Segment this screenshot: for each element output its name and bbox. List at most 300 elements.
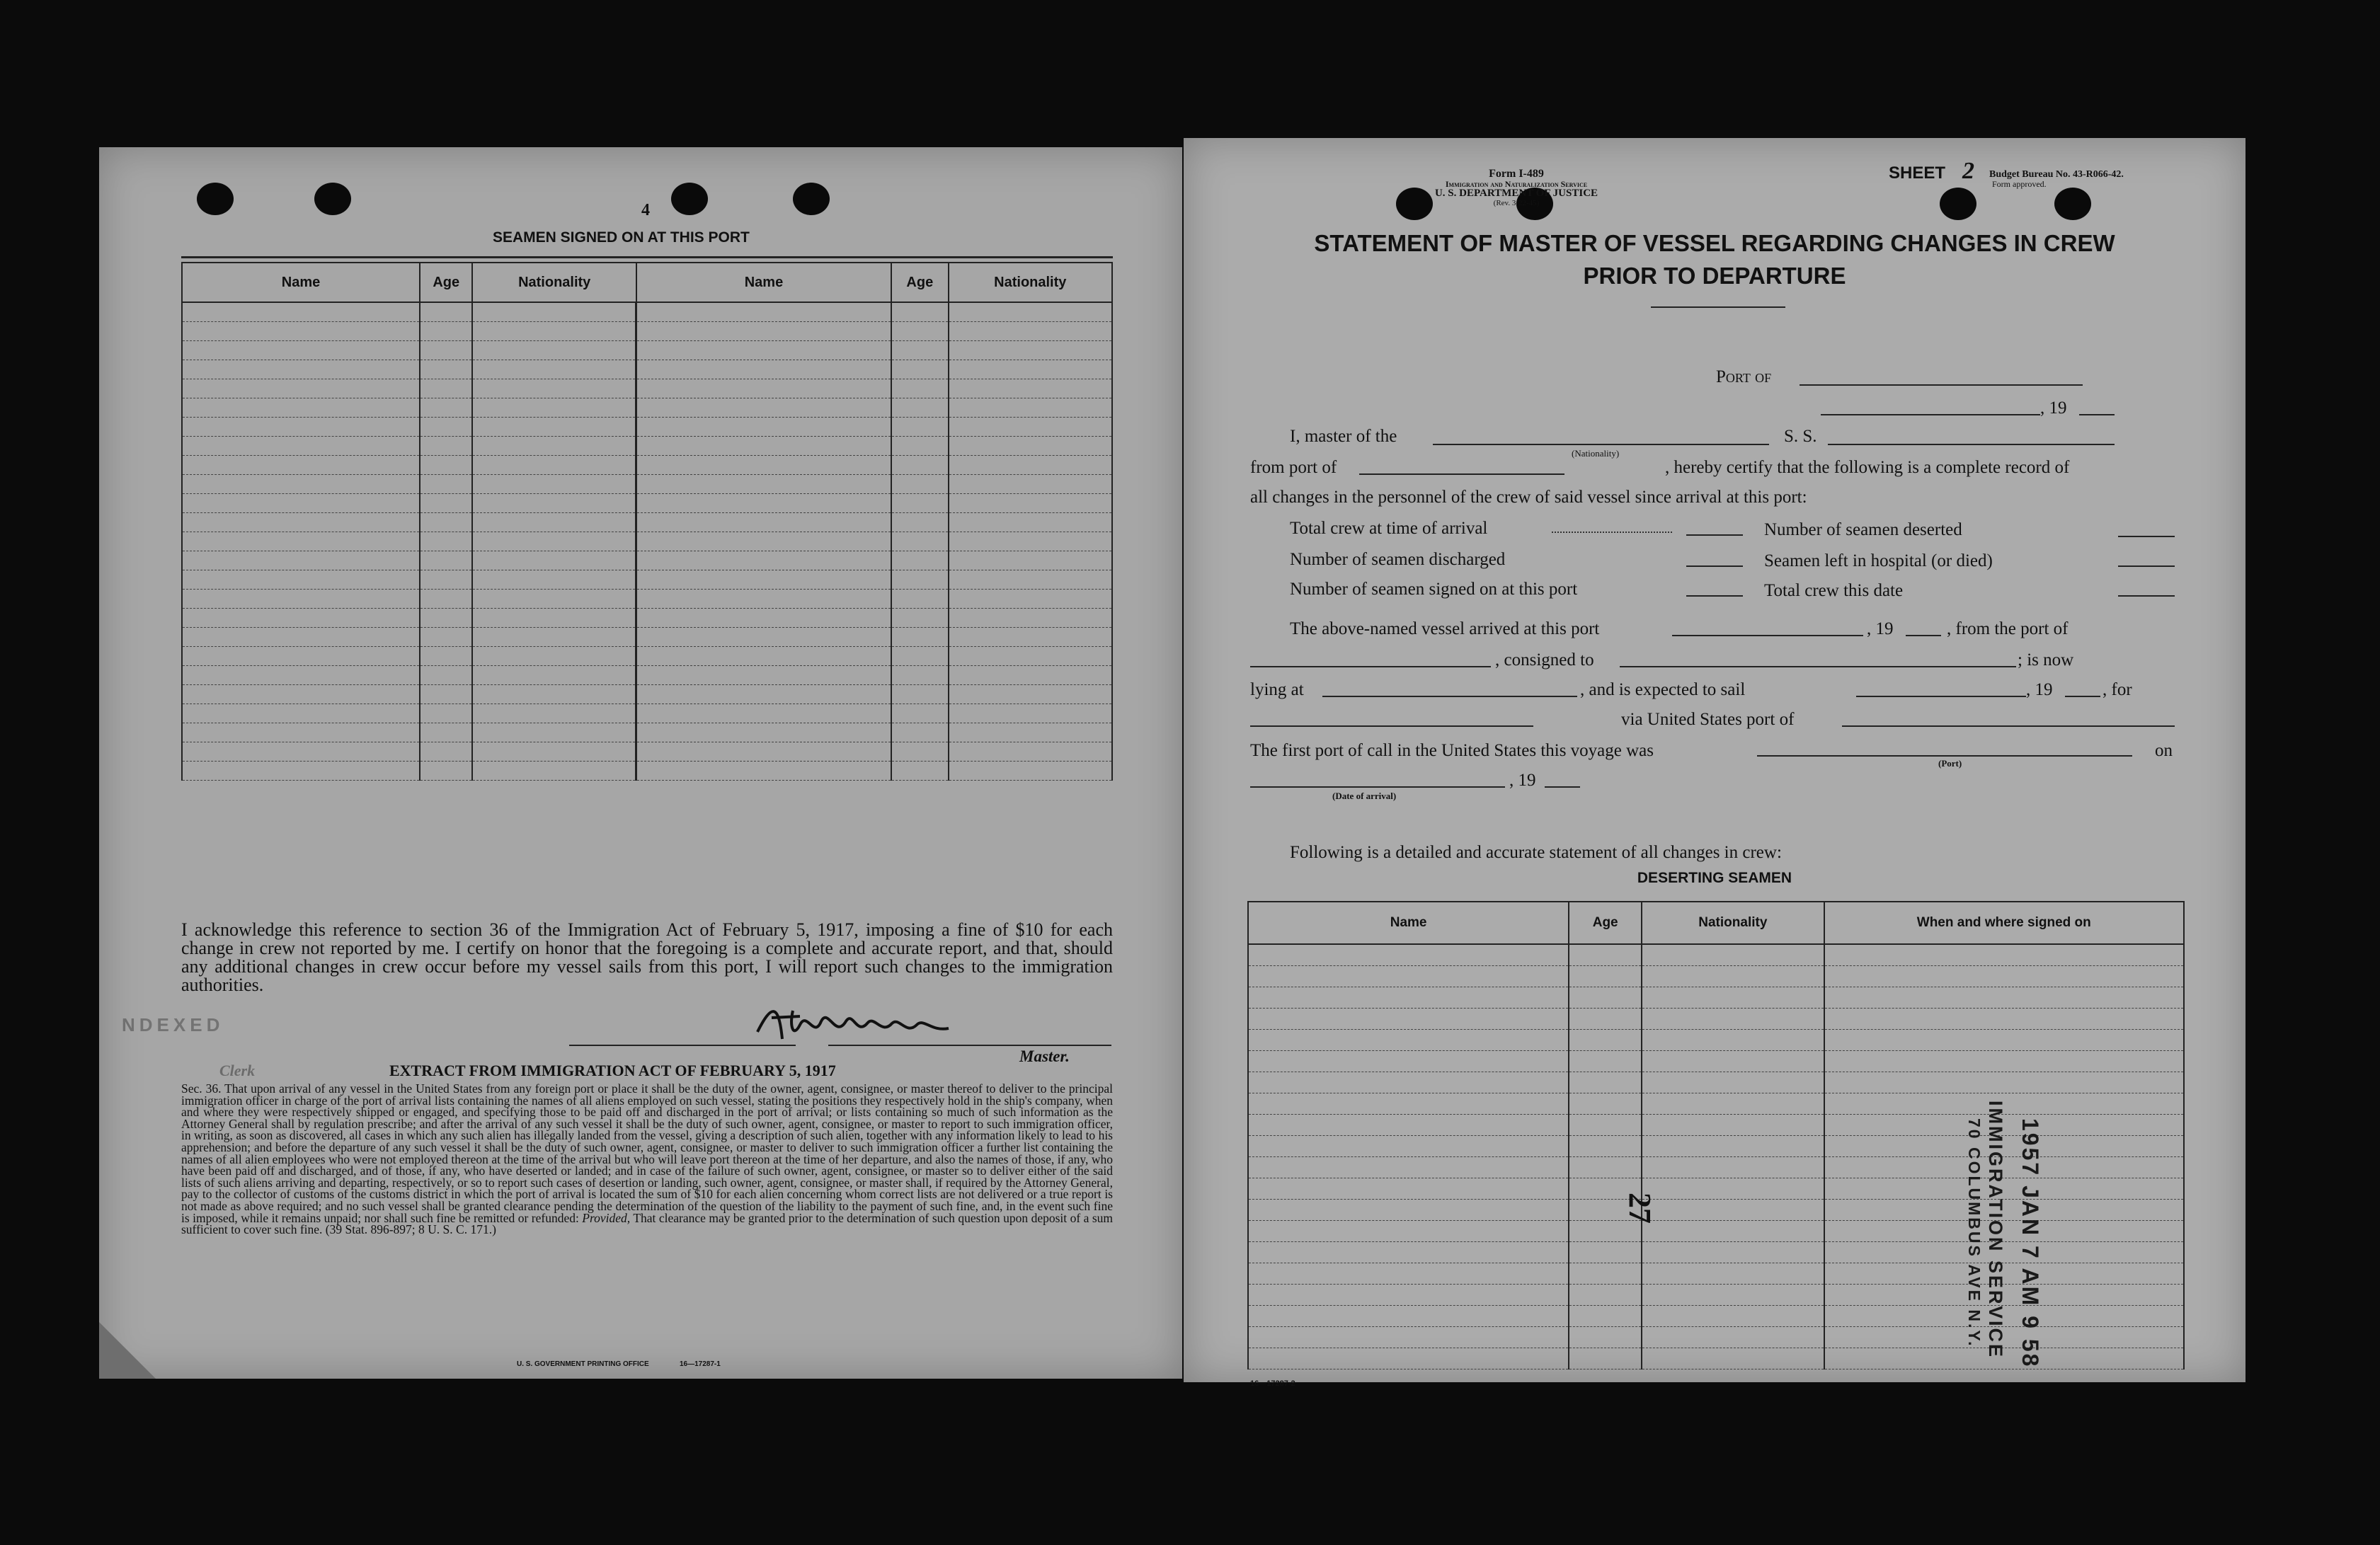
table-cell[interactable] xyxy=(636,398,891,418)
table-cell[interactable] xyxy=(182,398,420,418)
table-cell[interactable] xyxy=(1248,1306,1569,1327)
table-row xyxy=(182,418,1112,437)
table-cell[interactable] xyxy=(949,341,1112,360)
table-cell[interactable] xyxy=(1248,1051,1569,1072)
table-cell[interactable] xyxy=(1642,1242,1824,1263)
table-cell[interactable] xyxy=(472,341,636,360)
punch-hole xyxy=(671,183,708,215)
table-cell[interactable] xyxy=(472,704,636,723)
signed-on-field[interactable] xyxy=(1686,595,1743,597)
table-cell[interactable] xyxy=(1642,944,1824,966)
table-cell[interactable] xyxy=(949,532,1112,551)
table-cell[interactable] xyxy=(1569,944,1642,966)
table-cell[interactable] xyxy=(636,494,891,513)
table-cell[interactable] xyxy=(636,341,891,360)
table-cell[interactable] xyxy=(420,704,472,723)
table-cell[interactable] xyxy=(891,379,948,398)
table-cell[interactable] xyxy=(891,418,948,437)
table-cell[interactable] xyxy=(949,360,1112,379)
from-port-of-label: , from the port of xyxy=(1947,619,2069,638)
signed-on-label: Number of seamen signed on at this port xyxy=(1290,580,1578,599)
table-cell[interactable] xyxy=(636,418,891,437)
first-port-field[interactable] xyxy=(1757,755,2132,757)
table-cell[interactable] xyxy=(891,398,948,418)
table-cell[interactable] xyxy=(949,590,1112,609)
table-cell[interactable] xyxy=(949,704,1112,723)
table-cell[interactable] xyxy=(1569,1115,1642,1136)
table-cell[interactable] xyxy=(472,379,636,398)
table-cell[interactable] xyxy=(420,494,472,513)
table-cell[interactable] xyxy=(420,456,472,475)
form-subtitle: PRIOR TO DEPARTURE xyxy=(1583,263,1846,289)
table-cell[interactable] xyxy=(420,513,472,532)
table-cell[interactable] xyxy=(472,398,636,418)
table-cell[interactable] xyxy=(949,437,1112,456)
table-cell[interactable] xyxy=(1642,1263,1824,1285)
table-cell[interactable] xyxy=(891,341,948,360)
table-cell[interactable] xyxy=(182,628,420,647)
table-row xyxy=(182,456,1112,475)
for-label: , for xyxy=(2102,680,2132,699)
is-now-label: ; is now xyxy=(2018,650,2074,670)
table-cell[interactable] xyxy=(1569,1051,1642,1072)
table-cell[interactable] xyxy=(636,628,891,647)
table-row xyxy=(182,742,1112,762)
table-cell[interactable] xyxy=(1248,944,1569,966)
table-cell[interactable] xyxy=(949,475,1112,494)
table-cell[interactable] xyxy=(1824,1030,2185,1051)
table-cell[interactable] xyxy=(1248,1200,1569,1221)
table-cell[interactable] xyxy=(1248,1093,1569,1115)
table-cell[interactable] xyxy=(420,647,472,666)
table-row xyxy=(182,704,1112,723)
table-cell[interactable] xyxy=(1248,1072,1569,1093)
table-cell[interactable] xyxy=(182,723,420,742)
table-row xyxy=(1248,1009,2184,1030)
table-cell[interactable] xyxy=(636,456,891,475)
table-row xyxy=(1248,1285,2184,1306)
extract-title: EXTRACT FROM IMMIGRATION ACT OF FEBRUARY 5, 1917 xyxy=(389,1062,836,1079)
table-cell[interactable] xyxy=(1824,1009,2185,1030)
table-cell[interactable] xyxy=(949,723,1112,742)
table-cell[interactable] xyxy=(891,609,948,628)
table-row xyxy=(182,723,1112,742)
table-cell[interactable] xyxy=(420,398,472,418)
table-cell[interactable] xyxy=(891,685,948,704)
port-of-field[interactable] xyxy=(1800,384,2083,386)
table-cell[interactable] xyxy=(182,762,420,781)
table-cell[interactable] xyxy=(472,762,636,781)
table-cell[interactable] xyxy=(949,379,1112,398)
section-36-text xyxy=(181,1083,1113,1236)
sail-year-label: , 19 xyxy=(2026,680,2053,699)
table-cell[interactable] xyxy=(472,609,636,628)
table-cell[interactable] xyxy=(472,456,636,475)
table-cell[interactable] xyxy=(949,647,1112,666)
form-title: STATEMENT OF MASTER OF VESSEL REGARDING CHANGES IN CREW xyxy=(1314,230,2115,256)
table-cell[interactable] xyxy=(891,762,948,781)
deserting-seamen-title: DESERTING SEAMEN xyxy=(1637,870,1792,886)
table-cell[interactable] xyxy=(891,494,948,513)
table-cell[interactable] xyxy=(891,456,948,475)
table-cell[interactable] xyxy=(1248,1327,1569,1348)
table-cell[interactable] xyxy=(1642,1200,1824,1221)
table-cell[interactable] xyxy=(1569,1136,1642,1157)
table-cell[interactable] xyxy=(1642,1115,1824,1136)
table-cell[interactable] xyxy=(1248,1221,1569,1242)
table-cell[interactable] xyxy=(1248,1285,1569,1306)
discharged-field[interactable] xyxy=(1686,565,1743,567)
ss-label: S. S. xyxy=(1784,427,1817,446)
table-cell[interactable] xyxy=(636,609,891,628)
table-cell[interactable] xyxy=(182,570,420,590)
table-cell[interactable] xyxy=(1569,1030,1642,1051)
origin-port-field[interactable] xyxy=(1250,666,1491,667)
punch-hole xyxy=(314,183,351,215)
table-cell[interactable] xyxy=(891,742,948,762)
table-cell[interactable] xyxy=(891,532,948,551)
table-row xyxy=(182,398,1112,418)
table-cell[interactable] xyxy=(1248,1009,1569,1030)
table-cell[interactable] xyxy=(420,762,472,781)
table-cell[interactable] xyxy=(420,437,472,456)
table-cell[interactable] xyxy=(636,742,891,762)
table-cell[interactable] xyxy=(891,666,948,685)
table-cell[interactable] xyxy=(182,532,420,551)
table-cell[interactable] xyxy=(472,475,636,494)
table-cell[interactable] xyxy=(1248,1178,1569,1200)
table-cell[interactable] xyxy=(949,494,1112,513)
table-cell[interactable] xyxy=(1569,1221,1642,1242)
table-cell[interactable] xyxy=(891,437,948,456)
table-cell[interactable] xyxy=(1642,1327,1824,1348)
table-cell[interactable] xyxy=(1569,987,1642,1009)
table-row xyxy=(182,685,1112,704)
table-cell[interactable] xyxy=(949,398,1112,418)
table-cell[interactable] xyxy=(891,628,948,647)
table-cell[interactable] xyxy=(420,418,472,437)
table-cell[interactable] xyxy=(182,685,420,704)
table-cell[interactable] xyxy=(472,647,636,666)
table-cell[interactable] xyxy=(420,609,472,628)
table-cell[interactable] xyxy=(182,609,420,628)
section-36-end: That clearance may be granted prior to the determination of such question upon deposit of a sum sufficient to cover such fine. (39 Stat. 896-897; 8 U. S. C. 171.) xyxy=(181,1210,1113,1237)
table-cell[interactable] xyxy=(182,742,420,762)
table-cell[interactable] xyxy=(420,379,472,398)
table-cell[interactable] xyxy=(636,704,891,723)
on-label: on xyxy=(2155,741,2173,760)
table-cell[interactable] xyxy=(1642,1093,1824,1115)
table-cell[interactable] xyxy=(182,456,420,475)
table-cell[interactable] xyxy=(949,322,1112,341)
deserted-field[interactable] xyxy=(2118,536,2175,537)
agency-name: Immigration and Naturalization Service xyxy=(1445,179,1588,189)
table-cell[interactable] xyxy=(636,647,891,666)
column-header: Age xyxy=(420,263,472,302)
consignee-field[interactable] xyxy=(1620,666,2016,667)
year-label: , 19 xyxy=(2040,398,2067,418)
table-cell[interactable] xyxy=(1569,1263,1642,1285)
table-row xyxy=(1248,1051,2184,1072)
immigration-service-stamp: IMMIGRATION SERVICE xyxy=(1985,1101,2006,1360)
table-cell[interactable] xyxy=(891,360,948,379)
page-number: 4 xyxy=(641,201,650,219)
title-rule xyxy=(1651,306,1785,308)
table-cell[interactable] xyxy=(420,666,472,685)
table-cell[interactable] xyxy=(1569,1093,1642,1115)
sheet-label: SHEET xyxy=(1889,163,1946,183)
table-cell[interactable] xyxy=(891,570,948,590)
table-cell[interactable] xyxy=(891,551,948,570)
column-header: Age xyxy=(1569,902,1642,944)
table-cell[interactable] xyxy=(472,723,636,742)
table-cell[interactable] xyxy=(420,532,472,551)
table-cell[interactable] xyxy=(636,590,891,609)
from-port-field[interactable] xyxy=(1359,473,1564,475)
table-cell[interactable] xyxy=(420,360,472,379)
table-cell[interactable] xyxy=(1569,1242,1642,1263)
vessel-name-field[interactable] xyxy=(1828,444,2115,445)
table-cell[interactable] xyxy=(1824,1072,2185,1093)
table-cell[interactable] xyxy=(182,437,420,456)
revision-date: (Rev. 3-22-45) xyxy=(1493,199,1540,207)
column-header: Name xyxy=(1248,902,1569,944)
left-page xyxy=(99,147,1182,1379)
table-cell[interactable] xyxy=(949,628,1112,647)
table-cell[interactable] xyxy=(1642,966,1824,987)
via-us-port-label: via United States port of xyxy=(1621,710,1795,729)
table-cell[interactable] xyxy=(472,590,636,609)
table-cell[interactable] xyxy=(472,742,636,762)
table-cell[interactable] xyxy=(182,590,420,609)
year-field[interactable] xyxy=(2079,414,2115,415)
table-cell[interactable] xyxy=(472,418,636,437)
table-cell[interactable] xyxy=(472,628,636,647)
table-cell[interactable] xyxy=(472,532,636,551)
table-cell[interactable] xyxy=(891,322,948,341)
table-cell[interactable] xyxy=(1248,966,1569,987)
table-row xyxy=(1248,1178,2184,1200)
table-cell[interactable] xyxy=(472,666,636,685)
table-cell[interactable] xyxy=(891,302,948,322)
table-cell[interactable] xyxy=(1569,1306,1642,1327)
table-cell[interactable] xyxy=(891,723,948,742)
table-cell[interactable] xyxy=(1569,1072,1642,1093)
table-cell[interactable] xyxy=(420,322,472,341)
table-cell[interactable] xyxy=(636,570,891,590)
margin-mark: 27 xyxy=(1623,1193,1657,1224)
table-header-row xyxy=(1248,902,2184,944)
table-cell[interactable] xyxy=(636,685,891,704)
printing-office: U. S. GOVERNMENT PRINTING OFFICE xyxy=(517,1360,649,1368)
table-cell[interactable] xyxy=(1248,1242,1569,1263)
table-cell[interactable] xyxy=(891,590,948,609)
hospital-field[interactable] xyxy=(2118,565,2175,567)
table-cell[interactable] xyxy=(1642,1030,1824,1051)
table-cell[interactable] xyxy=(949,302,1112,322)
table-cell[interactable] xyxy=(949,513,1112,532)
table-row xyxy=(182,341,1112,360)
table-cell[interactable] xyxy=(636,437,891,456)
table-cell[interactable] xyxy=(472,360,636,379)
column-header: Nationality xyxy=(1642,902,1824,944)
table-cell[interactable] xyxy=(636,379,891,398)
clerk-label: Clerk xyxy=(219,1062,256,1079)
table-cell[interactable] xyxy=(891,475,948,494)
table-cell[interactable] xyxy=(891,513,948,532)
arrival-year-field[interactable] xyxy=(1906,635,1941,636)
table-cell[interactable] xyxy=(1569,1009,1642,1030)
table-cell[interactable] xyxy=(1642,1221,1824,1242)
table-cell[interactable] xyxy=(949,456,1112,475)
table-cell[interactable] xyxy=(182,341,420,360)
table-cell[interactable] xyxy=(1642,1285,1824,1306)
table-cell[interactable] xyxy=(182,379,420,398)
table-cell[interactable] xyxy=(949,742,1112,762)
table-cell[interactable] xyxy=(891,704,948,723)
date-field[interactable] xyxy=(1821,414,2040,415)
table-cell[interactable] xyxy=(1569,1157,1642,1178)
table-row xyxy=(1248,1136,2184,1157)
table-cell[interactable] xyxy=(472,551,636,570)
table-cell[interactable] xyxy=(949,418,1112,437)
lying-at-field[interactable] xyxy=(1322,696,1577,697)
table-cell[interactable] xyxy=(420,475,472,494)
total-crew-arrival-field[interactable] xyxy=(1686,534,1743,536)
table-cell[interactable] xyxy=(420,570,472,590)
table-cell[interactable] xyxy=(636,762,891,781)
table-cell[interactable] xyxy=(182,494,420,513)
table-cell[interactable] xyxy=(420,685,472,704)
table-cell[interactable] xyxy=(949,609,1112,628)
table-cell[interactable] xyxy=(182,647,420,666)
table-row xyxy=(182,513,1112,532)
punch-hole xyxy=(197,183,234,215)
table-cell[interactable] xyxy=(1642,1072,1824,1093)
table-row xyxy=(182,570,1112,590)
table-cell[interactable] xyxy=(472,685,636,704)
table-cell[interactable] xyxy=(636,322,891,341)
table-cell[interactable] xyxy=(1642,1306,1824,1327)
table-row xyxy=(182,437,1112,456)
table-cell[interactable] xyxy=(636,551,891,570)
table-row xyxy=(182,628,1112,647)
table-row xyxy=(1248,944,2184,966)
table-cell[interactable] xyxy=(472,302,636,322)
table-cell[interactable] xyxy=(1642,1348,1824,1369)
total-crew-date-field[interactable] xyxy=(2118,595,2175,597)
table-cell[interactable] xyxy=(182,551,420,570)
table-cell[interactable] xyxy=(636,302,891,322)
following-statement: Following is a detailed and accurate statement of all changes in crew: xyxy=(1290,843,1782,862)
table-cell[interactable] xyxy=(1248,1136,1569,1157)
table-cell[interactable] xyxy=(1569,966,1642,987)
table-cell[interactable] xyxy=(949,762,1112,781)
table-cell[interactable] xyxy=(420,590,472,609)
table-cell[interactable] xyxy=(420,551,472,570)
table-cell[interactable] xyxy=(472,494,636,513)
table-cell[interactable] xyxy=(182,475,420,494)
punch-hole xyxy=(1940,188,1976,220)
table-cell[interactable] xyxy=(472,570,636,590)
table-cell[interactable] xyxy=(636,360,891,379)
table-cell[interactable] xyxy=(472,437,636,456)
table-cell[interactable] xyxy=(949,666,1112,685)
table-cell[interactable] xyxy=(636,475,891,494)
table-cell[interactable] xyxy=(636,513,891,532)
table-cell[interactable] xyxy=(182,322,420,341)
table-cell[interactable] xyxy=(420,341,472,360)
table-cell[interactable] xyxy=(1642,1051,1824,1072)
seamen-signed-on-table xyxy=(181,262,1113,781)
master-signature-line xyxy=(828,1045,1111,1046)
table-cell[interactable] xyxy=(1569,1327,1642,1348)
table-cell[interactable] xyxy=(1248,1030,1569,1051)
table-cell[interactable] xyxy=(472,322,636,341)
table-cell[interactable] xyxy=(182,418,420,437)
table-cell[interactable] xyxy=(1824,1051,2185,1072)
table-cell[interactable] xyxy=(182,360,420,379)
table-cell[interactable] xyxy=(1642,1178,1824,1200)
table-cell[interactable] xyxy=(1642,1009,1824,1030)
table-cell[interactable] xyxy=(1569,1348,1642,1369)
table-cell[interactable] xyxy=(420,302,472,322)
sail-year-field[interactable] xyxy=(2065,696,2100,697)
table-cell[interactable] xyxy=(1248,1115,1569,1136)
master-of-label: I, master of the xyxy=(1290,427,1397,446)
table-cell[interactable] xyxy=(1248,1348,1569,1369)
table-cell[interactable] xyxy=(1642,1157,1824,1178)
column-header: Name xyxy=(182,263,420,302)
table-cell[interactable] xyxy=(1248,1263,1569,1285)
table-cell[interactable] xyxy=(472,513,636,532)
table-cell[interactable] xyxy=(949,551,1112,570)
table-cell[interactable] xyxy=(1824,987,2185,1009)
table-cell[interactable] xyxy=(636,666,891,685)
form-number: Form I-489 xyxy=(1489,168,1544,180)
table-cell[interactable] xyxy=(420,742,472,762)
table-cell[interactable] xyxy=(420,723,472,742)
table-cell[interactable] xyxy=(420,628,472,647)
sail-date-field[interactable] xyxy=(1856,696,2026,697)
table-cell[interactable] xyxy=(949,685,1112,704)
table-cell[interactable] xyxy=(182,513,420,532)
table-cell[interactable] xyxy=(949,570,1112,590)
table-cell[interactable] xyxy=(1248,1157,1569,1178)
table-cell[interactable] xyxy=(182,704,420,723)
arrival-date-field[interactable] xyxy=(1672,635,1863,636)
table-cell[interactable] xyxy=(1824,944,2185,966)
table-cell[interactable] xyxy=(1569,1285,1642,1306)
via-us-port-field[interactable] xyxy=(1842,725,2175,727)
table-cell[interactable] xyxy=(1642,987,1824,1009)
table-row xyxy=(1248,1221,2184,1242)
nationality-field[interactable] xyxy=(1433,444,1769,445)
column-header: When and where signed on xyxy=(1824,902,2185,944)
table-cell[interactable] xyxy=(182,302,420,322)
column-header: Name xyxy=(636,263,891,302)
table-cell[interactable] xyxy=(636,532,891,551)
table-cell[interactable] xyxy=(1824,966,2185,987)
table-cell[interactable] xyxy=(636,723,891,742)
first-port-year-field[interactable] xyxy=(1545,786,1580,788)
table-cell[interactable] xyxy=(182,666,420,685)
first-port-date-field[interactable] xyxy=(1250,786,1505,788)
table-cell[interactable] xyxy=(1248,987,1569,1009)
table-cell[interactable] xyxy=(891,647,948,666)
destination-field[interactable] xyxy=(1250,725,1533,727)
table-cell[interactable] xyxy=(1642,1136,1824,1157)
